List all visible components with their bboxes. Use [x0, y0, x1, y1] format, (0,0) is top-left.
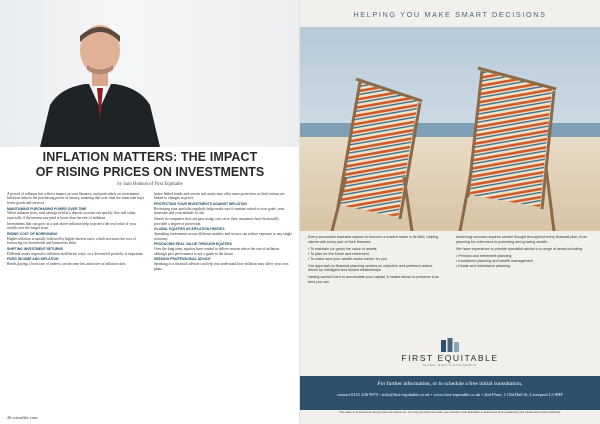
article-paragraph: Shares in companies that can pass rising costs on to their customers have historically provided a degree of protection. [154, 217, 280, 226]
article-paragraph: A period of inflation has a direct impact on your finances, and particularly on investments. Inflation reduces the purchasing power of money, meaning that over time the same sum buys fewer goods and services. [7, 192, 145, 205]
article-paragraph: Index-linked bonds and certain real assets may offer some protection, as their returns are linked to changes in prices. [154, 192, 285, 201]
article-column-2 [154, 192, 293, 414]
page-number: 26 wirralife.com [7, 415, 38, 420]
article-subheading: RISING COST OF BORROWING [7, 231, 58, 236]
article-subheading: SHIFTING INVESTMENT RETURNS [7, 246, 63, 251]
article-subheading: PRODUCING REAL VALUE THROUGH EQUITIES [154, 242, 232, 247]
intro-paragraph: Every successful business aspires to become a trusted name in its field, helping clients with every part of their finances. [308, 235, 439, 244]
list-item: • Pension and retirement planning [456, 253, 512, 258]
contact-details: contact 0151 236 9975 • info@first-equitable.co.uk • www.first-equitable.co.uk • 2nd Floor, 1 Old Hall St, Liverpool L3 9HF [337, 392, 563, 397]
contact-invite: For further information, or to schedule a free initial consultation, [377, 381, 523, 387]
article-paragraph: Investments that can grow at a rate above inflation help to protect the real value of your wealth over the longer term. [7, 221, 137, 230]
approach-paragraph: Our approach to financial planning centres on objective and pertinent advice, driven by intelligent and trusted relationships. [308, 263, 434, 272]
services-list [456, 254, 592, 269]
experience-paragraph: We have experience to provide specialist advice in a range of areas including: [456, 246, 584, 251]
article-paragraph: Reviewing your portfolio regularly helps make sure it remains suited to your goals, your timescale and your attitude to risk. [154, 207, 285, 216]
article-subheading: FIXED INCOME AND INFLATION [7, 257, 59, 262]
first-equitable-logo [300, 338, 600, 367]
right-column-2 [456, 235, 592, 287]
regulatory-footnote: The value of investments can go down as well as up. You may get back less than you invested. First Equitable is authorised and regulated by the Financial Conduct Authority. [339, 410, 561, 414]
tagline: HELPING YOU MAKE SMART DECISIONS [353, 10, 547, 19]
article-columns [7, 192, 293, 414]
article-subheading: PROTECTING YOUR INVESTMENTS AGAINST INFLATION [154, 202, 247, 207]
logo-name: FIRST EQUITABLE [401, 353, 499, 363]
article-subheading: SEEKING PROFESSIONAL ADVICE [154, 257, 211, 262]
right-column-1 [308, 235, 444, 287]
article-subheading: GLOBAL EQUITIES AS INFLATION HEDGES [154, 227, 225, 232]
logo-mark-icon [439, 338, 461, 352]
byline: by Sam Hodson of First Equitable [117, 182, 183, 187]
list-item: • To make sure your wealth works harder for you [308, 256, 387, 261]
list-item: • Estate and inheritance planning [456, 263, 510, 268]
contact-band [300, 376, 600, 410]
article-subheading: MAINTAINING PURCHASING POWER OVER TIME [7, 206, 87, 211]
goals-list [308, 247, 444, 262]
logo-subtitle: GLOBAL WEALTH MANAGEMENT [422, 364, 478, 367]
article-paragraph: Speaking to a financial adviser can help you understand how inflation may affect your own plans. [154, 262, 289, 271]
beach-chairs-photo [300, 27, 600, 231]
article-paragraph: Different assets respond to inflation in different ways, so a diversified portfolio is important. [7, 251, 144, 256]
portrait-figure [35, 10, 165, 147]
list-item: • To plan for the future and retirement [308, 251, 369, 256]
headline-line-1: INFLATION MATTERS: THE IMPACT [42, 150, 258, 164]
success-paragraph: Achieving success requires careful thought throughout every financial plan, from planning for retirement to protecting and growing wealth. [456, 235, 587, 244]
headline-line-2: OF RISING PRICES ON INVESTMENTS [35, 165, 265, 179]
right-text-columns [308, 235, 592, 287]
capital-paragraph: Having worked hard to accumulate your capital, it makes sense to preserve it as best you can. [308, 275, 439, 284]
portrait-photo [0, 0, 300, 147]
article-paragraph: Higher inflation is usually followed by higher interest rates, which increases the cost of borrowing for households and businesses alike. [7, 236, 136, 245]
article-paragraph: Bonds paying a fixed rate of interest can become less attractive as inflation rises. [7, 262, 127, 267]
article-paragraph: When inflation rises, cash savings held in a deposit account can quickly lose real value, especially if the interest rate paid is lower than the rate of inflation. [7, 211, 137, 220]
article-column-1 [7, 192, 146, 414]
article-paragraph: Spreading investments across different markets and sectors can reduce exposure to any single economy. [154, 232, 292, 241]
article-paragraph: Over the long term, equities have tended to deliver returns above the rate of inflation, although past performance is not a guide to the future. [154, 247, 280, 256]
list-item: • To maintain (or grow) the value of assets [308, 246, 377, 251]
list-item: • Investment planning and wealth management [456, 258, 533, 263]
